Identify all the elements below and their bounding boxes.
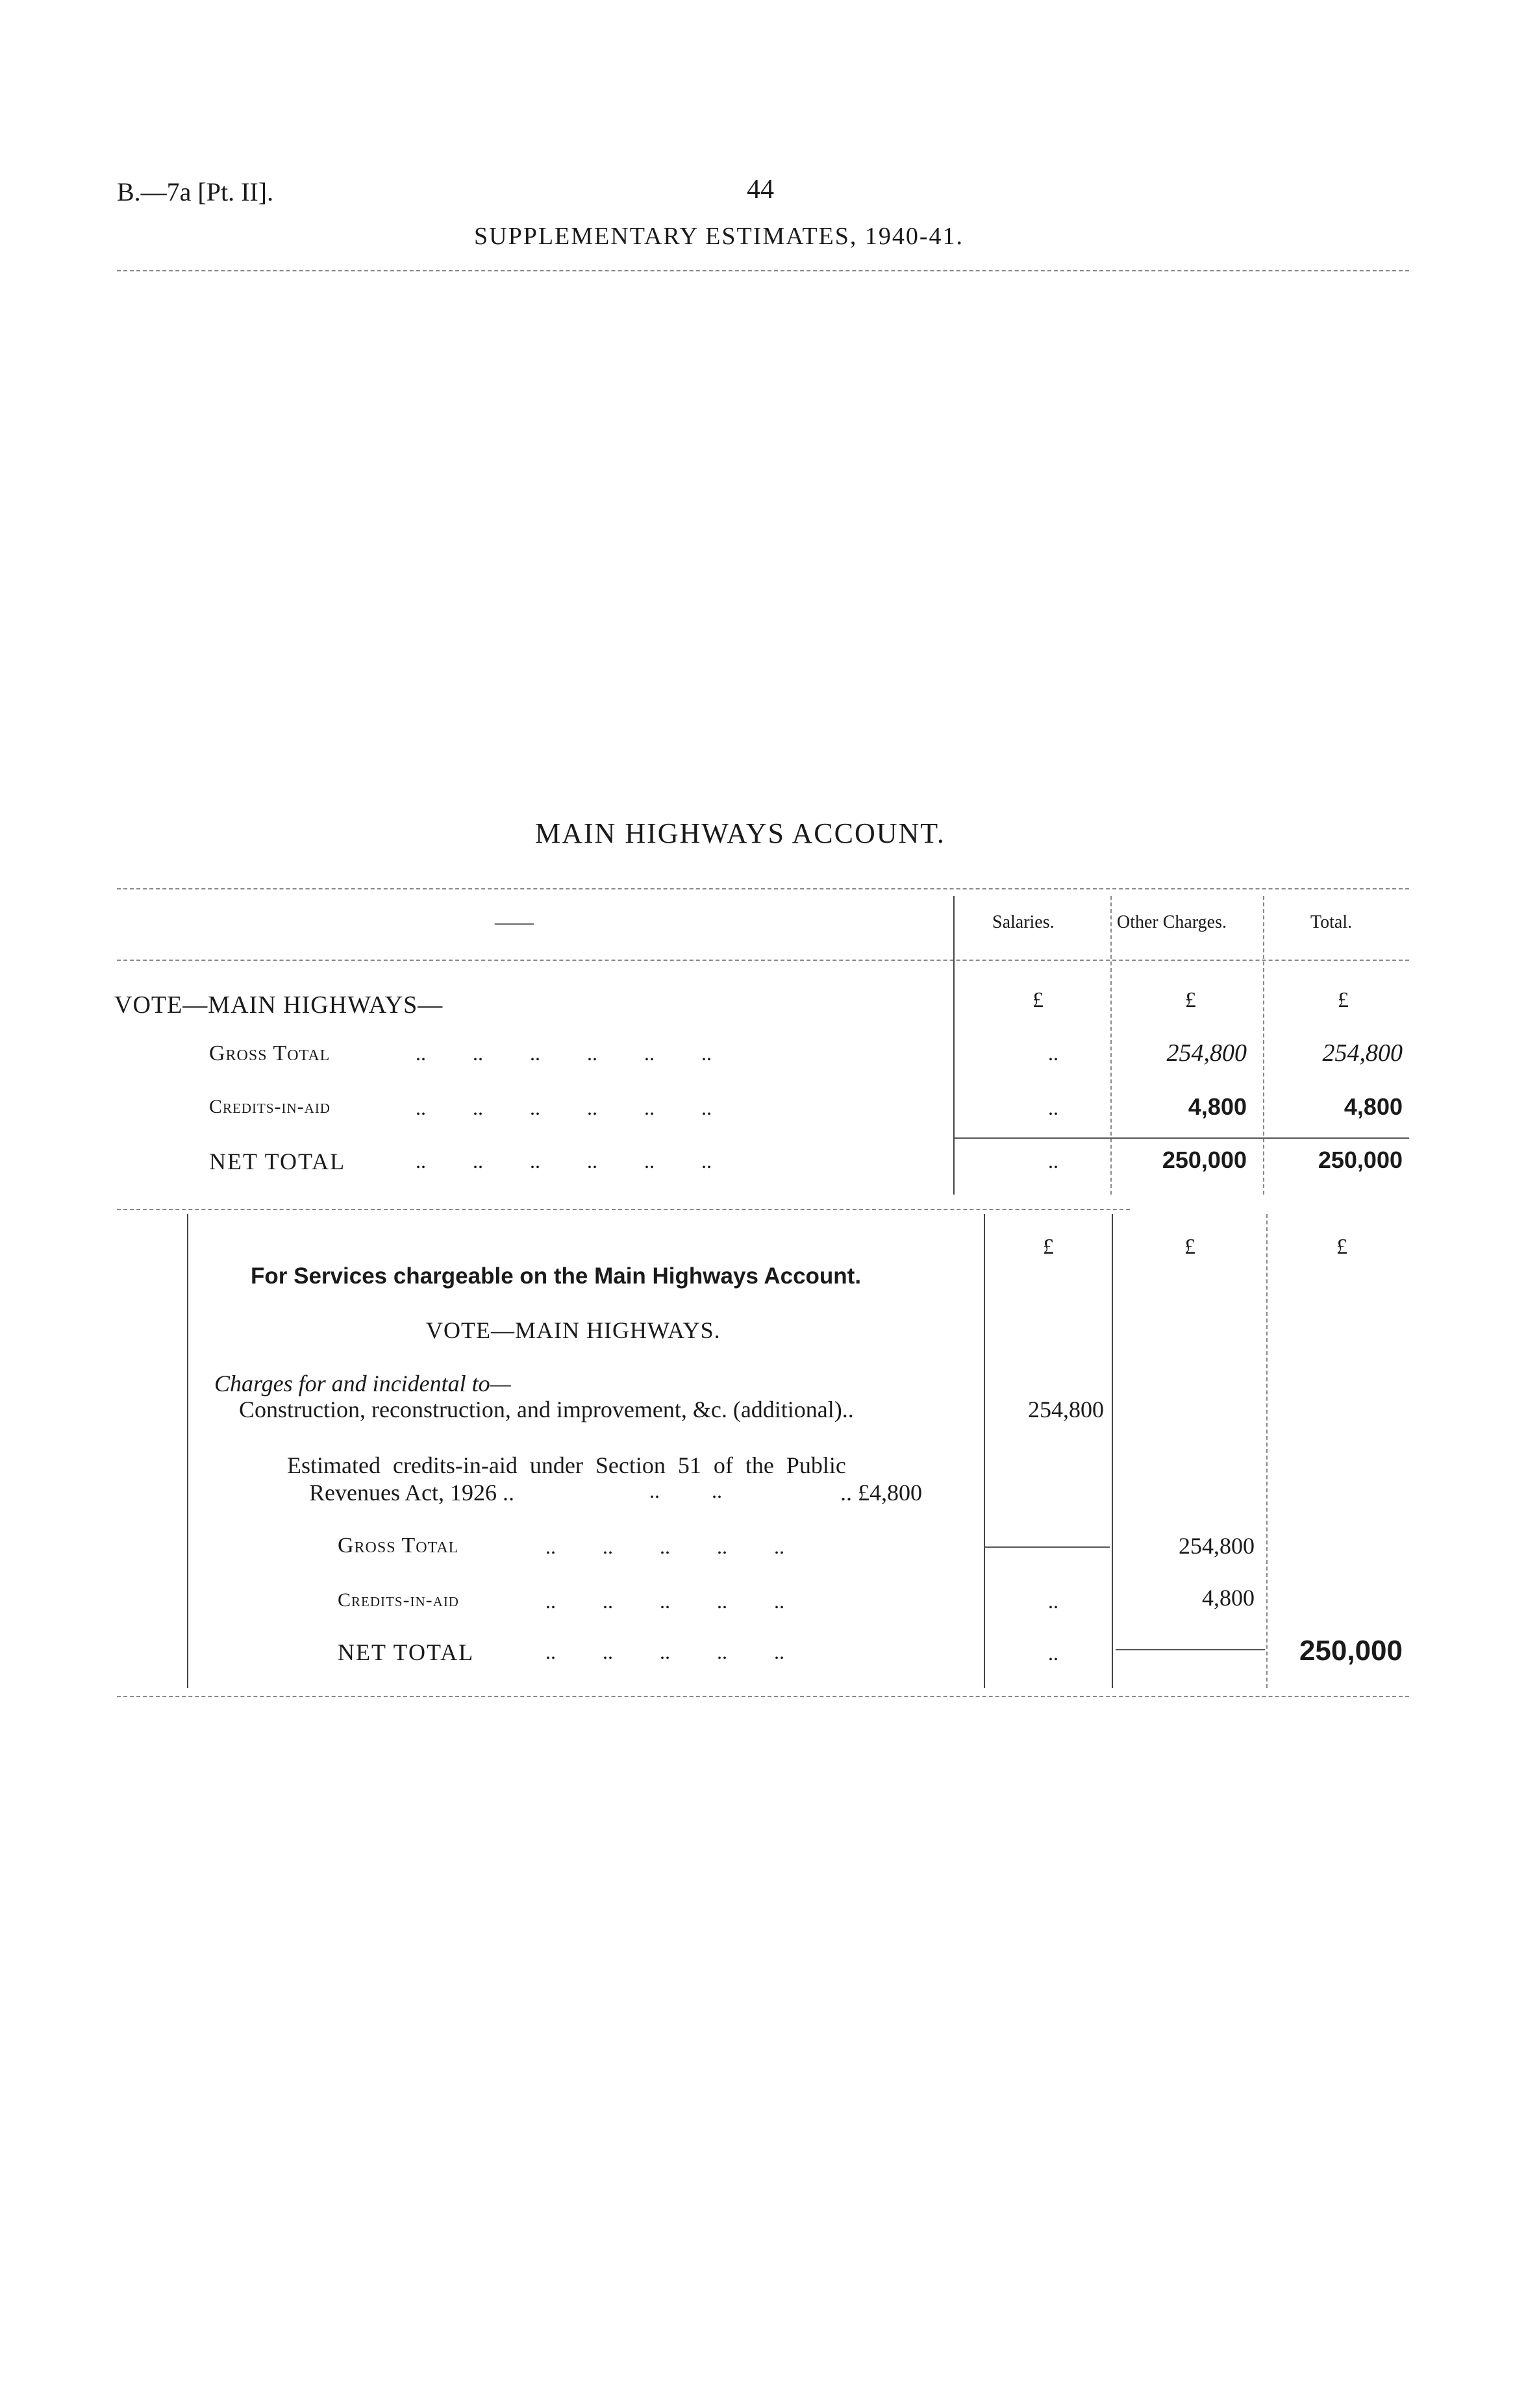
detail-gross-label: Gross Total — [338, 1533, 459, 1558]
item-description: Construction, reconstruction, and improvement, &c. (additional).. — [239, 1396, 854, 1422]
detail-credits-col1: .. — [1048, 1589, 1058, 1613]
detail-divider-3 — [1266, 1214, 1268, 1688]
gross-rule — [985, 1546, 1110, 1548]
net-total-rule — [955, 1137, 1409, 1139]
leader-dots: .. .. .. .. .. — [545, 1589, 784, 1613]
detail-currency: £ — [1336, 1235, 1347, 1259]
summary-cell: 250,000 — [1318, 1147, 1403, 1173]
running-title: SUPPLEMENTARY ESTIMATES, 1940-41. — [474, 223, 964, 250]
summary-cell: .. — [1048, 1149, 1058, 1173]
leader-dots: .. .. — [649, 1479, 722, 1502]
summary-divider-3 — [1263, 896, 1264, 1195]
summary-cell: 250,000 — [1162, 1147, 1247, 1173]
leader-dots: .. .. .. .. .. .. — [416, 1149, 712, 1173]
summary-bottom-rule — [117, 1209, 1130, 1210]
summary-divider-1 — [953, 896, 955, 1195]
leader-dots: .. .. .. .. .. .. — [416, 1096, 712, 1119]
document-reference: B.—7a [Pt. II]. — [117, 177, 274, 206]
summary-cell: 4,800 — [1344, 1093, 1403, 1120]
detail-net-value: 250,000 — [1299, 1635, 1403, 1667]
page-number: 44 — [747, 175, 774, 205]
summary-row-label: Gross Total — [209, 1041, 331, 1065]
currency-other: £ — [1185, 988, 1196, 1012]
detail-currency: £ — [1184, 1235, 1195, 1259]
detail-divider-2 — [1112, 1214, 1113, 1688]
col-header-total: Total. — [1310, 912, 1353, 932]
detail-left-border — [187, 1214, 188, 1688]
account-title: MAIN HIGHWAYS ACCOUNT. — [535, 817, 945, 849]
summary-cell: .. — [1048, 1041, 1058, 1065]
currency-total: £ — [1338, 988, 1349, 1012]
summary-row-label: Credits-in-aid — [209, 1096, 331, 1117]
detail-bottom-rule — [117, 1696, 1409, 1697]
credits-note-line2: Revenues Act, 1926 .. — [309, 1480, 514, 1506]
credits-note-line1: Estimated credits-in-aid under Section 51 of the Public — [287, 1452, 846, 1478]
summary-row-label: NET TOTAL — [209, 1148, 346, 1174]
summary-header-rule — [117, 960, 1409, 961]
currency-salaries: £ — [1032, 988, 1044, 1012]
item-value: 254,800 — [1028, 1396, 1104, 1422]
col-header-salaries: Salaries. — [992, 912, 1055, 932]
detail-divider-1 — [984, 1214, 985, 1688]
summary-cell: .. — [1048, 1096, 1058, 1119]
summary-stub-header: —— — [495, 912, 534, 933]
summary-divider-2 — [1110, 896, 1112, 1195]
header-rule — [117, 270, 1409, 271]
detail-vote-heading: VOTE—MAIN HIGHWAYS. — [426, 1317, 721, 1343]
leader-dots: .. .. .. .. .. — [545, 1640, 784, 1663]
detail-heading: For Services chargeable on the Main Highways Account. — [251, 1263, 862, 1289]
leader-dots: .. .. .. .. .. .. — [416, 1041, 712, 1065]
summary-top-rule — [117, 888, 1409, 889]
detail-credits-label: Credits-in-aid — [338, 1589, 459, 1611]
detail-gross-value: 254,800 — [1179, 1533, 1255, 1559]
charges-intro: Charges for and incidental to— — [214, 1371, 511, 1396]
detail-credits-value: 4,800 — [1202, 1585, 1255, 1611]
detail-net-col1: .. — [1048, 1641, 1058, 1665]
summary-cell: 254,800 — [1166, 1039, 1247, 1067]
summary-cell: 254,800 — [1322, 1039, 1403, 1067]
credits-note-amount: .. £4,800 — [840, 1480, 922, 1506]
detail-net-label: NET TOTAL — [338, 1639, 475, 1665]
net-rule — [1116, 1649, 1265, 1650]
detail-currency: £ — [1043, 1235, 1054, 1259]
col-header-other-charges: Other Charges. — [1117, 912, 1227, 932]
summary-cell: 4,800 — [1188, 1093, 1247, 1120]
vote-label: VOTE—MAIN HIGHWAYS— — [114, 991, 444, 1019]
leader-dots: .. .. .. .. .. — [545, 1535, 784, 1558]
